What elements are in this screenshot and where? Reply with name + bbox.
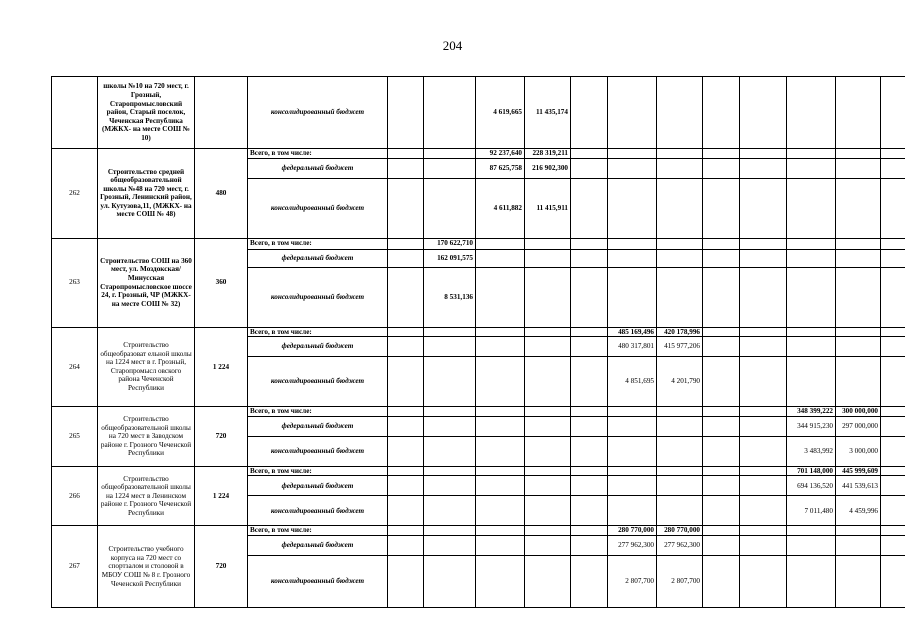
value-cell: [740, 327, 787, 337]
value-cell: [703, 526, 740, 536]
value-cell: [881, 267, 905, 327]
value-cell: [836, 555, 881, 607]
value-cell: [388, 327, 424, 337]
value-cell: [836, 357, 881, 407]
value-cell: [740, 77, 787, 149]
capacity: 720: [195, 526, 248, 608]
capacity: 480: [195, 149, 248, 239]
value-cell: [571, 357, 608, 407]
value-cell: 4 459,996: [836, 496, 881, 526]
value-cell: [388, 158, 424, 178]
value-cell: 297 000,000: [836, 416, 881, 436]
value-cell: [388, 407, 424, 417]
row-number: 266: [52, 466, 98, 526]
value-cell: [525, 337, 571, 357]
value-cell: [571, 436, 608, 466]
value-cell: [388, 466, 424, 476]
value-cell: [657, 178, 703, 238]
funding-source: консолидированный бюджет: [248, 77, 388, 149]
value-cell: [787, 555, 836, 607]
value-cell: 420 178,996: [657, 327, 703, 337]
value-cell: [657, 496, 703, 526]
row-number: [52, 77, 98, 149]
value-cell: [703, 407, 740, 417]
value-cell: 280 770,000: [657, 526, 703, 536]
value-cell: [608, 476, 657, 496]
funding-source: Всего, в том числе:: [248, 466, 388, 476]
value-cell: 4 201,790: [657, 357, 703, 407]
value-cell: [608, 496, 657, 526]
value-cell: [476, 555, 525, 607]
value-cell: [703, 158, 740, 178]
value-cell: 170 622,710: [424, 238, 476, 249]
value-cell: [424, 476, 476, 496]
value-cell: [657, 466, 703, 476]
value-cell: [703, 337, 740, 357]
value-cell: [608, 416, 657, 436]
value-cell: 87 625,758: [476, 158, 525, 178]
value-cell: [525, 416, 571, 436]
value-cell: 3 483,992: [787, 436, 836, 466]
value-cell: [388, 149, 424, 159]
funding-source: Всего, в том числе:: [248, 526, 388, 536]
table-row: [52, 526, 905, 536]
value-cell: 216 902,300: [525, 158, 571, 178]
value-cell: [388, 555, 424, 607]
value-cell: 4 851,695: [608, 357, 657, 407]
value-cell: [740, 555, 787, 607]
value-cell: [881, 526, 905, 536]
budget-table: [51, 76, 905, 608]
value-cell: [881, 357, 905, 407]
value-cell: [703, 357, 740, 407]
value-cell: [787, 249, 836, 267]
value-cell: [476, 249, 525, 267]
value-cell: [388, 337, 424, 357]
value-cell: [571, 466, 608, 476]
value-cell: [881, 149, 905, 159]
value-cell: [424, 327, 476, 337]
value-cell: [525, 555, 571, 607]
value-cell: 280 770,000: [608, 526, 657, 536]
value-cell: [740, 357, 787, 407]
table-row: [52, 327, 905, 337]
value-cell: 344 915,230: [787, 416, 836, 436]
value-cell: [476, 476, 525, 496]
value-cell: [740, 337, 787, 357]
value-cell: [388, 535, 424, 555]
value-cell: [703, 77, 740, 149]
value-cell: [881, 416, 905, 436]
value-cell: [740, 526, 787, 536]
value-cell: [525, 526, 571, 536]
value-cell: [608, 466, 657, 476]
value-cell: [836, 267, 881, 327]
value-cell: [388, 267, 424, 327]
value-cell: [740, 476, 787, 496]
value-cell: [836, 238, 881, 249]
value-cell: [571, 238, 608, 249]
funding-source: федеральный бюджет: [248, 535, 388, 555]
value-cell: [836, 249, 881, 267]
value-cell: [657, 249, 703, 267]
value-cell: [740, 149, 787, 159]
value-cell: [571, 77, 608, 149]
value-cell: [476, 436, 525, 466]
value-cell: [703, 238, 740, 249]
row-number: 262: [52, 149, 98, 239]
value-cell: [476, 327, 525, 337]
table-row: [52, 466, 905, 476]
value-cell: [740, 436, 787, 466]
value-cell: [740, 416, 787, 436]
value-cell: [424, 407, 476, 417]
value-cell: [881, 555, 905, 607]
value-cell: [881, 178, 905, 238]
row-number: 265: [52, 407, 98, 467]
value-cell: [571, 178, 608, 238]
value-cell: [608, 249, 657, 267]
value-cell: [881, 496, 905, 526]
value-cell: [740, 496, 787, 526]
funding-source: консолидированный бюджет: [248, 267, 388, 327]
value-cell: 277 962,300: [657, 535, 703, 555]
value-cell: [836, 77, 881, 149]
value-cell: [787, 357, 836, 407]
value-cell: [571, 496, 608, 526]
value-cell: [525, 436, 571, 466]
capacity: 1 224: [195, 466, 248, 526]
value-cell: [571, 476, 608, 496]
value-cell: [525, 496, 571, 526]
row-number: 267: [52, 526, 98, 608]
value-cell: [657, 476, 703, 496]
value-cell: [740, 238, 787, 249]
value-cell: [787, 149, 836, 159]
value-cell: [703, 496, 740, 526]
value-cell: [881, 238, 905, 249]
value-cell: [608, 436, 657, 466]
value-cell: [657, 238, 703, 249]
value-cell: [476, 416, 525, 436]
value-cell: [476, 496, 525, 526]
value-cell: [571, 407, 608, 417]
funding-source: консолидированный бюджет: [248, 436, 388, 466]
funding-source: федеральный бюджет: [248, 337, 388, 357]
value-cell: [836, 526, 881, 536]
value-cell: 694 136,520: [787, 476, 836, 496]
value-cell: [476, 526, 525, 536]
value-cell: [608, 158, 657, 178]
funding-source: Всего, в том числе:: [248, 149, 388, 159]
value-cell: 701 148,000: [787, 466, 836, 476]
object-name: Строительство общеобразоват ельной школы на 1224 мест в г. Грозный, Старопромысл овского района Чеченской Республики: [98, 327, 195, 407]
value-cell: [881, 327, 905, 337]
row-number: 264: [52, 327, 98, 407]
value-cell: [525, 476, 571, 496]
row-number: 263: [52, 238, 98, 327]
value-cell: [703, 178, 740, 238]
value-cell: [881, 158, 905, 178]
value-cell: [388, 249, 424, 267]
value-cell: [703, 416, 740, 436]
value-cell: [787, 526, 836, 536]
value-cell: [657, 149, 703, 159]
value-cell: [424, 158, 476, 178]
value-cell: [424, 466, 476, 476]
value-cell: [881, 436, 905, 466]
value-cell: [740, 267, 787, 327]
value-cell: [703, 149, 740, 159]
value-cell: 4 619,665: [476, 77, 525, 149]
value-cell: [571, 337, 608, 357]
value-cell: [424, 436, 476, 466]
value-cell: [388, 526, 424, 536]
value-cell: 11 435,174: [525, 77, 571, 149]
value-cell: [787, 178, 836, 238]
value-cell: [476, 535, 525, 555]
value-cell: [740, 249, 787, 267]
value-cell: [525, 407, 571, 417]
capacity: 720: [195, 407, 248, 467]
value-cell: [836, 149, 881, 159]
value-cell: [608, 407, 657, 417]
value-cell: [388, 77, 424, 149]
funding-source: Всего, в том числе:: [248, 327, 388, 337]
funding-source: федеральный бюджет: [248, 476, 388, 496]
value-cell: [424, 535, 476, 555]
value-cell: [608, 267, 657, 327]
value-cell: [740, 535, 787, 555]
value-cell: [424, 496, 476, 526]
value-cell: 348 399,222: [787, 407, 836, 417]
value-cell: [836, 535, 881, 555]
value-cell: [571, 249, 608, 267]
value-cell: [608, 238, 657, 249]
value-cell: [881, 407, 905, 417]
value-cell: 485 169,496: [608, 327, 657, 337]
value-cell: [424, 149, 476, 159]
value-cell: [703, 327, 740, 337]
value-cell: [476, 337, 525, 357]
value-cell: [476, 238, 525, 249]
value-cell: [388, 238, 424, 249]
funding-source: федеральный бюджет: [248, 158, 388, 178]
value-cell: 277 962,300: [608, 535, 657, 555]
value-cell: [881, 466, 905, 476]
value-cell: [525, 535, 571, 555]
value-cell: [740, 178, 787, 238]
object-name: Строительство СОШ на 360 мест, ул. Моздокская/Минусская Старопромысловское шоссе 24, г. Грозный, ЧР (МЖКХ- на месте СОШ № 32): [98, 238, 195, 327]
value-cell: [424, 416, 476, 436]
value-cell: [608, 178, 657, 238]
value-cell: [740, 158, 787, 178]
value-cell: [787, 77, 836, 149]
value-cell: [608, 77, 657, 149]
value-cell: 7 011,480: [787, 496, 836, 526]
value-cell: [525, 238, 571, 249]
value-cell: [388, 416, 424, 436]
value-cell: [787, 158, 836, 178]
value-cell: [388, 476, 424, 496]
value-cell: [836, 337, 881, 357]
value-cell: [703, 466, 740, 476]
value-cell: [787, 238, 836, 249]
value-cell: [476, 357, 525, 407]
value-cell: [571, 535, 608, 555]
value-cell: [424, 555, 476, 607]
value-cell: [525, 267, 571, 327]
value-cell: [424, 337, 476, 357]
table-row: [52, 149, 905, 159]
value-cell: 445 999,609: [836, 466, 881, 476]
value-cell: [787, 337, 836, 357]
table-row: [52, 77, 905, 149]
value-cell: [525, 249, 571, 267]
table-row: [52, 407, 905, 417]
value-cell: [525, 357, 571, 407]
value-cell: [388, 357, 424, 407]
capacity: 360: [195, 238, 248, 327]
object-name: Строительство общеобразовательной школы на 720 мест в Заводском районе г. Грозного Чеченской Республики: [98, 407, 195, 467]
value-cell: [740, 466, 787, 476]
value-cell: [657, 436, 703, 466]
value-cell: 8 531,136: [424, 267, 476, 327]
value-cell: [657, 267, 703, 327]
value-cell: [881, 77, 905, 149]
value-cell: [703, 535, 740, 555]
value-cell: [703, 267, 740, 327]
value-cell: [787, 267, 836, 327]
value-cell: [836, 158, 881, 178]
funding-source: консолидированный бюджет: [248, 555, 388, 607]
value-cell: 480 317,801: [608, 337, 657, 357]
value-cell: [703, 555, 740, 607]
value-cell: [571, 555, 608, 607]
value-cell: [881, 249, 905, 267]
value-cell: [657, 77, 703, 149]
funding-source: консолидированный бюджет: [248, 178, 388, 238]
funding-source: федеральный бюджет: [248, 249, 388, 267]
object-name: Строительство учебного корпуса на 720 мест со спортзалом и столовой в МБОУ СОШ № 8 г. Грозного Чеченской Республики: [98, 526, 195, 608]
value-cell: [525, 466, 571, 476]
page-number: 204: [442, 38, 463, 53]
value-cell: [571, 416, 608, 436]
value-cell: 2 807,700: [657, 555, 703, 607]
value-cell: [388, 178, 424, 238]
value-cell: [787, 535, 836, 555]
value-cell: [571, 267, 608, 327]
value-cell: 3 000,000: [836, 436, 881, 466]
value-cell: [571, 158, 608, 178]
value-cell: [476, 267, 525, 327]
funding-source: консолидированный бюджет: [248, 357, 388, 407]
value-cell: 228 319,211: [525, 149, 571, 159]
value-cell: 415 977,206: [657, 337, 703, 357]
value-cell: [703, 249, 740, 267]
table-row: [52, 238, 905, 249]
capacity: 1 224: [195, 327, 248, 407]
value-cell: [424, 178, 476, 238]
value-cell: 2 807,700: [608, 555, 657, 607]
funding-source: Всего, в том числе:: [248, 407, 388, 417]
value-cell: [787, 327, 836, 337]
value-cell: [881, 535, 905, 555]
value-cell: [657, 416, 703, 436]
value-cell: [740, 407, 787, 417]
object-name: школы №10 на 720 мест, г. Грозный, Старопромысловский район, Старый поселок, Чеченская Республика (МЖКХ- на месте СОШ № 10): [98, 77, 195, 149]
value-cell: [703, 436, 740, 466]
value-cell: [836, 178, 881, 238]
funding-source: консолидированный бюджет: [248, 496, 388, 526]
value-cell: [571, 526, 608, 536]
value-cell: [836, 327, 881, 337]
value-cell: [424, 357, 476, 407]
value-cell: [476, 466, 525, 476]
funding-source: федеральный бюджет: [248, 416, 388, 436]
value-cell: [881, 476, 905, 496]
value-cell: [703, 476, 740, 496]
value-cell: [476, 407, 525, 417]
value-cell: [571, 327, 608, 337]
funding-source: Всего, в том числе:: [248, 238, 388, 249]
value-cell: 4 611,882: [476, 178, 525, 238]
value-cell: [881, 337, 905, 357]
value-cell: [388, 496, 424, 526]
object-name: Строительство общеобразовательной школы на 1224 мест в Ленинском районе г. Грозного Чеченской Республики: [98, 466, 195, 526]
value-cell: [657, 407, 703, 417]
value-cell: 162 091,575: [424, 249, 476, 267]
value-cell: [657, 158, 703, 178]
capacity: [195, 77, 248, 149]
value-cell: 441 539,613: [836, 476, 881, 496]
value-cell: [571, 149, 608, 159]
value-cell: [608, 149, 657, 159]
value-cell: 11 415,911: [525, 178, 571, 238]
object-name: Строительство средней общеобразовательной школы №48 на 720 мест, г. Грозный, Ленинский район, ул. Кутузова,11, (МЖКХ- на месте СОШ № 48): [98, 149, 195, 239]
value-cell: 92 237,640: [476, 149, 525, 159]
value-cell: 300 000,000: [836, 407, 881, 417]
value-cell: [424, 77, 476, 149]
value-cell: [388, 436, 424, 466]
value-cell: [525, 327, 571, 337]
value-cell: [424, 526, 476, 536]
